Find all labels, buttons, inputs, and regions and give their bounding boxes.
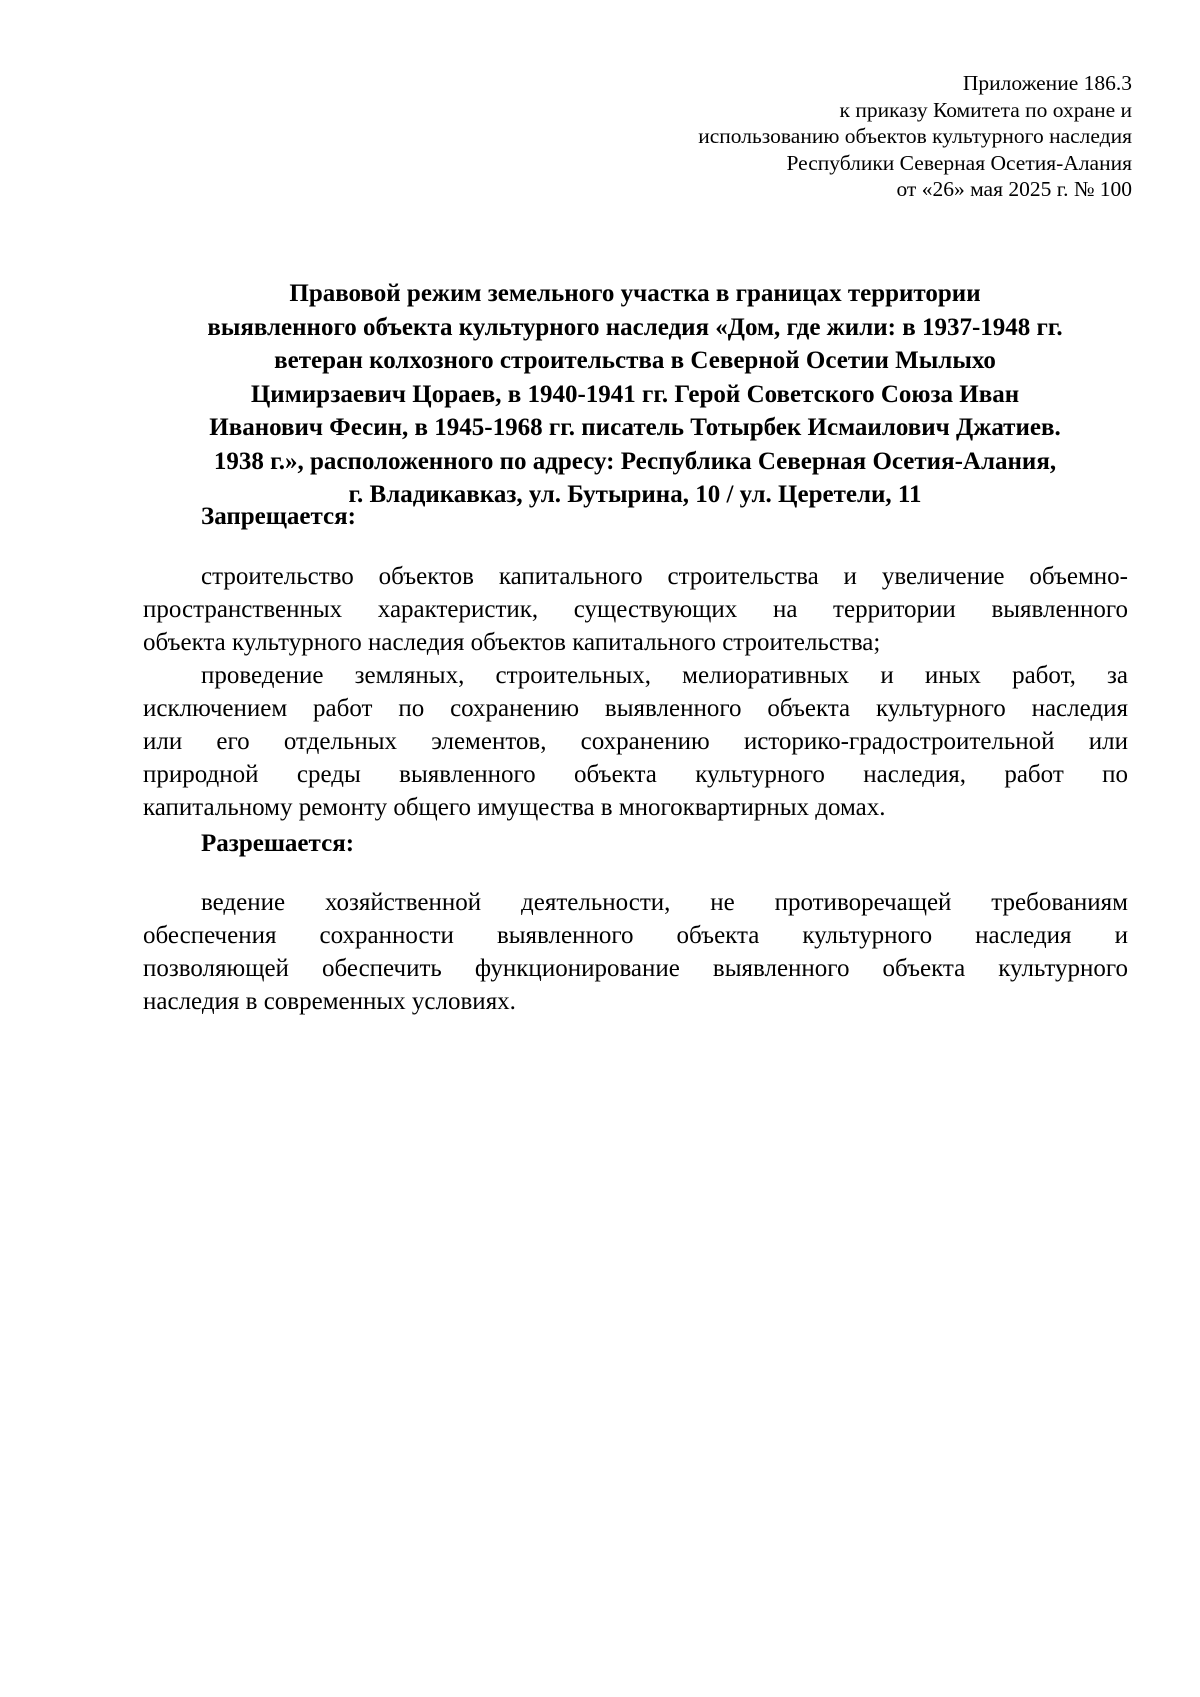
paragraph-line: позволяющей обеспечить функционирование выявленного объекта культурного [143, 955, 1128, 982]
paragraph-line: обеспечения сохранности выявленного объекта культурного наследия и [143, 922, 1128, 949]
prohibited-heading: Запрещается: [201, 503, 357, 530]
document-title [140, 277, 1130, 512]
title-line: г. Владикавказ, ул. Бутырина, 10 / ул. Церетели, 11 [348, 481, 922, 508]
prohibited-paragraphs [143, 560, 1128, 824]
appendix-number: Приложение 186.3 [962, 71, 1132, 95]
paragraph-line: объекта культурного наследия объектов капитального строительства; [143, 629, 881, 656]
appendix-header [432, 70, 1132, 203]
paragraph-line: строительство объектов капитального строительства и увеличение объемно- [201, 563, 1128, 590]
title-line: ветеран колхозного строительства в Северной Осетии Мылыхо [274, 347, 996, 374]
paragraph-line: природной среды выявленного объекта культурного наследия, работ по [143, 761, 1128, 788]
paragraph-line: ведение хозяйственной деятельности, не противоречащей требованиям [201, 889, 1128, 916]
appendix-order-line: к приказу Комитета по охране и [839, 97, 1132, 122]
paragraph-line: или его отдельных элементов, сохранению историко-градостроительной или [143, 728, 1128, 755]
title-line: Правовой режим земельного участка в границах территории [289, 280, 981, 307]
appendix-committee-line: использованию объектов культурного наследия [698, 124, 1132, 148]
appendix-date-line: от «26» мая 2025 г. № 100 [896, 177, 1132, 201]
paragraph-line: проведение земляных, строительных, мелиоративных и иных работ, за [201, 662, 1128, 689]
appendix-republic-line: Республики Северная Осетия-Алания [786, 150, 1132, 175]
title-line: Цимирзаевич Цораев, в 1940-1941 гг. Герой Советского Союза Иван [250, 380, 1020, 408]
allowed-heading: Разрешается: [201, 830, 355, 857]
paragraph-line: исключением работ по сохранению выявленного объекта культурного наследия [143, 695, 1128, 722]
title-line: Иванович Фесин, в 1945-1968 гг. писатель Тотырбек Исмаилович Джатиев. [209, 414, 1061, 441]
title-line: 1938 г.», расположенного по адресу: Республика Северная Осетия-Алания, [213, 447, 1057, 475]
paragraph-line: капитальному ремонту общего имущества в многоквартирных домах. [143, 794, 886, 821]
paragraph-line: пространственных характеристик, существующих на территории выявленного [143, 596, 1128, 623]
title-line: выявленного объекта культурного наследия «Дом, где жили: в 1937-1948 гг. [207, 313, 1063, 341]
paragraph-line: наследия в современных условиях. [143, 988, 516, 1015]
allowed-paragraphs [143, 886, 1128, 1018]
